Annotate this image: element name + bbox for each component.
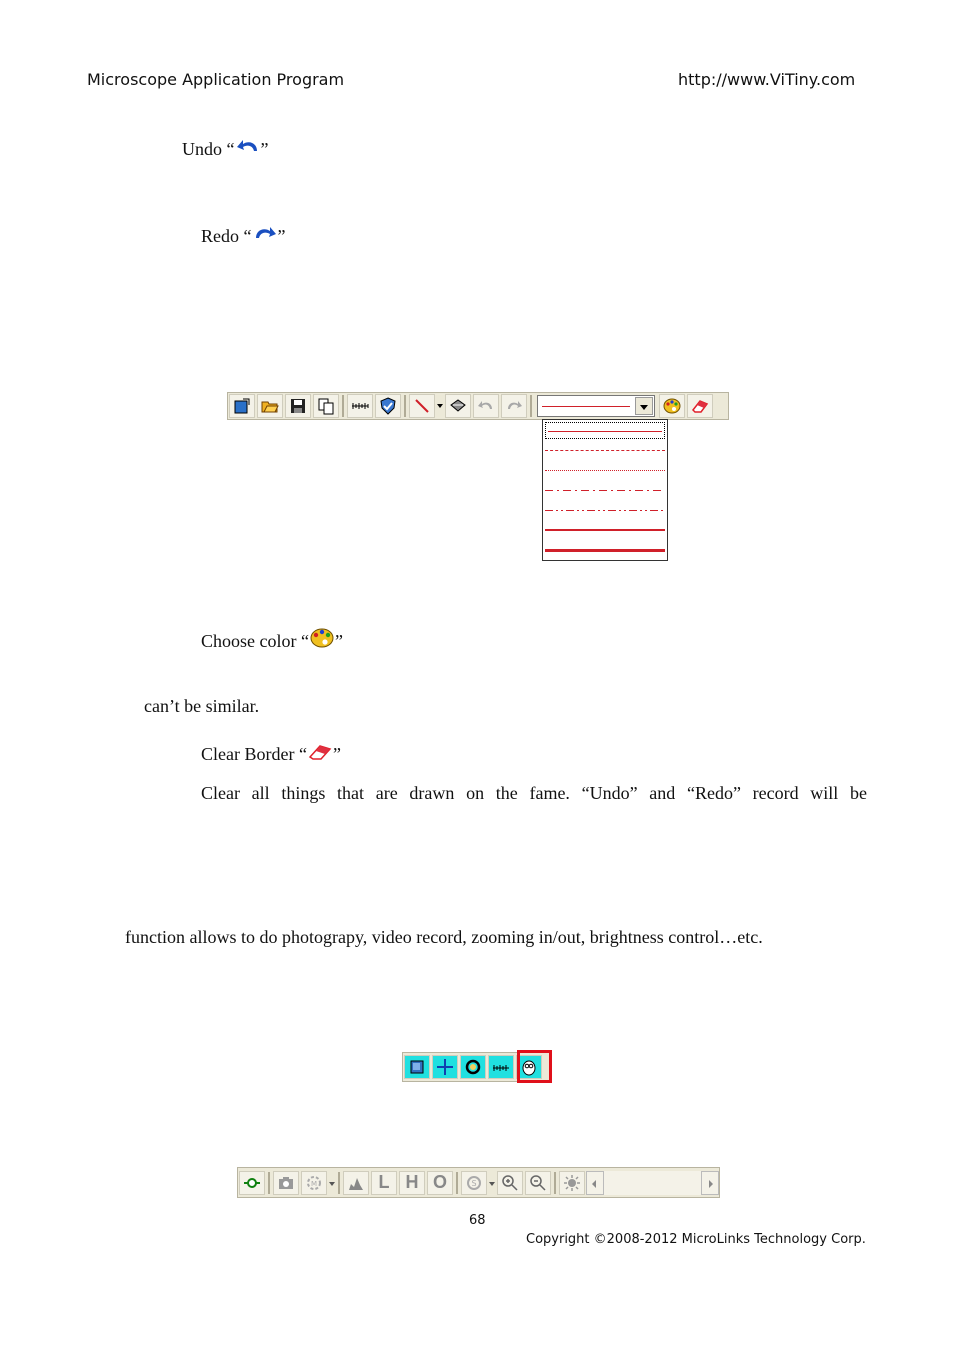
- undo-button[interactable]: [473, 394, 499, 418]
- gear-icon: [305, 1174, 323, 1192]
- line-option-medium[interactable]: [545, 529, 665, 531]
- palette-icon: [309, 627, 335, 647]
- undo-line: Undo “ ”: [182, 139, 269, 159]
- crosshair-button[interactable]: [432, 1055, 458, 1079]
- chevron-down-icon[interactable]: [635, 397, 653, 415]
- line-option-dash-dot-dot[interactable]: [545, 510, 665, 511]
- brightness-button[interactable]: [559, 1171, 585, 1195]
- connect-button[interactable]: [239, 1171, 265, 1195]
- chevron-down-icon: [489, 1182, 495, 1186]
- choose-color-line: Choose color “ ”: [201, 627, 343, 652]
- histogram-icon: [347, 1174, 365, 1192]
- camera-icon: [277, 1174, 295, 1192]
- open-button[interactable]: [257, 394, 283, 418]
- redo-icon: [505, 397, 523, 415]
- new-frame-icon: [233, 397, 251, 415]
- line-option-dot[interactable]: [545, 470, 665, 471]
- chevron-left-icon: [592, 1180, 596, 1188]
- brightness-icon: [563, 1174, 581, 1192]
- ruler-mode-button[interactable]: [488, 1055, 514, 1079]
- line-option-dash-dot[interactable]: [545, 490, 665, 491]
- header-left: Microscope Application Program: [87, 70, 345, 89]
- header-right: http://www.ViTiny.com: [678, 70, 856, 89]
- svg-text:S: S: [471, 1178, 477, 1188]
- zoom-in-icon: [501, 1174, 519, 1192]
- fill-button[interactable]: [445, 394, 471, 418]
- chevron-down-icon: [329, 1182, 335, 1186]
- connect-icon: [243, 1174, 261, 1192]
- snapshot-button[interactable]: [273, 1171, 299, 1195]
- new-frame-button[interactable]: [229, 394, 255, 418]
- line-style-select[interactable]: [537, 395, 655, 417]
- clear-border-description: Clear all things that are drawn on the fame. “Undo” and “Redo” record will be: [201, 783, 867, 803]
- choose-color-label: Choose color: [201, 631, 297, 651]
- copy-button[interactable]: [313, 394, 339, 418]
- high-button[interactable]: H: [399, 1171, 425, 1195]
- original-button[interactable]: O: [427, 1171, 453, 1195]
- highlight-frame: [517, 1050, 552, 1083]
- line-tool-button[interactable]: [409, 394, 435, 418]
- note-text: can’t be similar.: [144, 696, 260, 716]
- crosshair-icon: [436, 1058, 454, 1076]
- clear-border-label: Clear Border: [201, 744, 295, 764]
- line-icon: [413, 397, 431, 415]
- settings-button[interactable]: [461, 1171, 487, 1195]
- frame-icon: [408, 1058, 426, 1076]
- redo-icon: [252, 224, 278, 244]
- function-description: function allows to do photograpy, video record, zooming in/out, brightness control…etc.: [125, 927, 763, 947]
- line-option-thick[interactable]: [545, 549, 665, 552]
- camera-toolbar: [237, 1167, 720, 1198]
- low-button[interactable]: L: [371, 1171, 397, 1195]
- copy-icon: [317, 397, 335, 415]
- zoom-in-button[interactable]: [497, 1171, 523, 1195]
- line-style-list: [542, 419, 668, 561]
- circle-icon: [464, 1058, 482, 1076]
- chevron-right-icon: [709, 1180, 713, 1188]
- brightness-slider-track[interactable]: [604, 1171, 701, 1195]
- zoom-out-icon: [529, 1174, 547, 1192]
- shield-icon: [379, 397, 397, 415]
- calibrate-button[interactable]: [375, 394, 401, 418]
- clear-border-button[interactable]: [687, 394, 713, 418]
- settings-icon: [465, 1174, 483, 1192]
- redo-button[interactable]: [501, 394, 527, 418]
- slider-left-button[interactable]: [586, 1171, 604, 1195]
- ruler-button[interactable]: [347, 394, 373, 418]
- line-tool-dropdown[interactable]: [436, 394, 444, 418]
- floppy-icon: [289, 397, 307, 415]
- record-button[interactable]: [301, 1171, 327, 1195]
- eraser-icon: [691, 397, 709, 415]
- ruler-icon: [351, 397, 369, 415]
- choose-color-button[interactable]: [659, 394, 685, 418]
- ruler-icon: [492, 1058, 510, 1076]
- paint-bucket-icon: [449, 397, 467, 415]
- clear-border-line: Clear Border “ ”: [201, 744, 341, 764]
- histogram-button[interactable]: [343, 1171, 369, 1195]
- svg-text:M: M: [310, 1179, 318, 1188]
- redo-line: Redo “ ”: [201, 226, 286, 246]
- chevron-down-icon: [437, 404, 443, 408]
- line-option-solid-thin[interactable]: [545, 422, 665, 439]
- frame-mode-button[interactable]: [404, 1055, 430, 1079]
- eraser-icon: [307, 742, 333, 762]
- undo-icon: [477, 397, 495, 415]
- circle-button[interactable]: [460, 1055, 486, 1079]
- copyright: Copyright ©2008-2012 MicroLinks Technology Corp.: [526, 1232, 866, 1247]
- line-option-dash[interactable]: [545, 450, 665, 451]
- page-number: 68: [469, 1213, 486, 1228]
- undo-icon: [235, 137, 261, 157]
- zoom-out-button[interactable]: [525, 1171, 551, 1195]
- drawing-toolbar: [227, 392, 729, 420]
- slider-right-button[interactable]: [701, 1171, 719, 1195]
- palette-icon: [663, 397, 681, 415]
- folder-icon: [261, 397, 279, 415]
- record-dropdown[interactable]: [328, 1171, 336, 1195]
- settings-dropdown[interactable]: [488, 1171, 496, 1195]
- save-button[interactable]: [285, 394, 311, 418]
- undo-label: Undo: [182, 139, 222, 159]
- redo-label: Redo: [201, 226, 239, 246]
